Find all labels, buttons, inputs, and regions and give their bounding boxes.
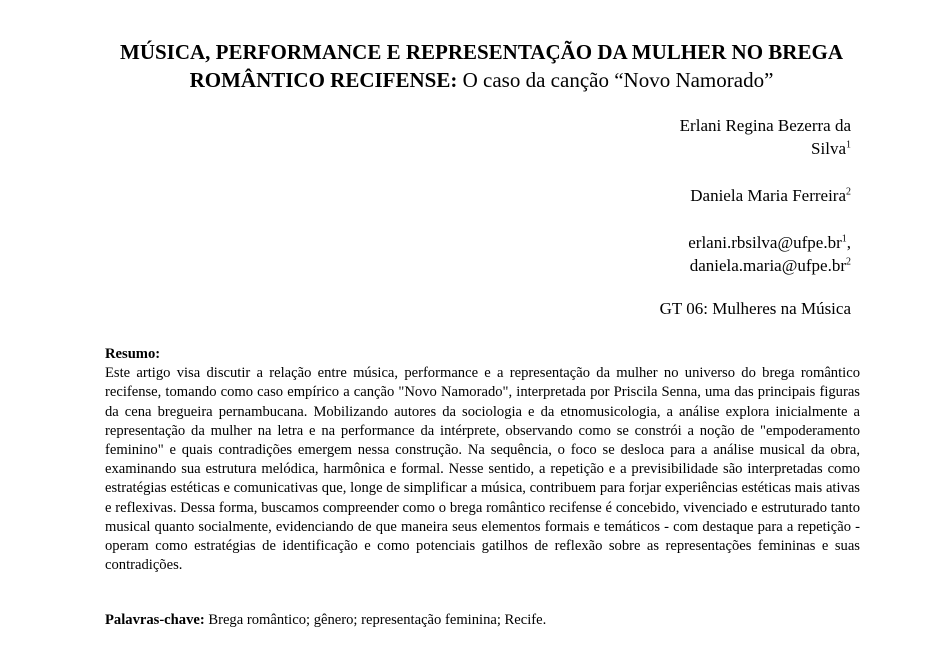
title-subtitle-part: O caso da canção “Novo Namorado” <box>457 68 774 92</box>
author-block <box>591 114 851 277</box>
paper-title <box>60 38 903 94</box>
email-2 <box>591 254 851 277</box>
title-bold-part: MÚSICA, PERFORMANCE E REPRESENTAÇÃO DA MULHER NO BREGA ROMÂNTICO RECIFENSE: <box>120 40 843 92</box>
keywords-label: Palavras-chave: <box>105 612 205 628</box>
email-2-text: daniela.maria@ufpe.br <box>689 256 846 275</box>
email-1-separator: , <box>846 233 851 252</box>
author-1-name-surname: Silva <box>811 139 846 158</box>
author-2-name-text: Daniela Maria Ferreira <box>690 186 846 205</box>
working-group: GT 06: Mulheres na Música <box>659 299 851 318</box>
abstract-label: Resumo: <box>105 346 161 362</box>
email-2-footnote-marker: 2 <box>846 256 851 268</box>
author-2-footnote-marker: 2 <box>846 186 851 198</box>
email-1-footnote-marker: 1 <box>841 233 847 245</box>
author-1-name-line2 <box>591 137 851 160</box>
abstract-text: Este artigo visa discutir a relação entre música, performance e a representação da mulher no universo do brega romântico recifense, tomando como caso empírico a canção "Novo Namorado", interpretada por Priscila Senna, uma das principais figuras da cena bregueira pernambucana. Mobilizando autores da sociologia e da etnomusicologia, a análise explora inicialmente a representação da mulher na letra e na performance da intérprete, observando como se constrói a noção de "empoderamento feminino" e quais contradições emergem nessa construção. Na sequência, o foco se desloca para a análise musical da obra, examinando sua estrutura melódica, harmônica e formal. Nesse sentido, a repetição e a previsibilidade são interpretadas como estratégias estéticas e comunicativas que, longe de simplificar a música, contribuem para forjar experiências estéticas mais ativas e reflexivas. Dessa forma, buscamos compreender como o brega romântico recifense é concebido, vivenciado e estruturado tanto musical quanto socialmente, evidenciando de que maneira seus elementos formais e temáticos - com destaque para a repetição - operam como estratégias de identificação e como potenciais gatilhos de reflexão sobre as representações femininas e suas contradições. <box>105 365 860 574</box>
email-1-text: erlani.rbsilva@ufpe.br <box>688 233 842 252</box>
keywords-section <box>105 611 860 630</box>
keywords-text: Brega romântico; gênero; representação feminina; Recife. <box>204 612 547 628</box>
abstract-section <box>105 345 860 575</box>
author-1-footnote-marker: 1 <box>846 139 851 151</box>
author-2-name <box>591 184 851 207</box>
author-1-name-line1: Erlani Regina Bezerra da <box>679 116 851 135</box>
email-1 <box>591 231 851 254</box>
